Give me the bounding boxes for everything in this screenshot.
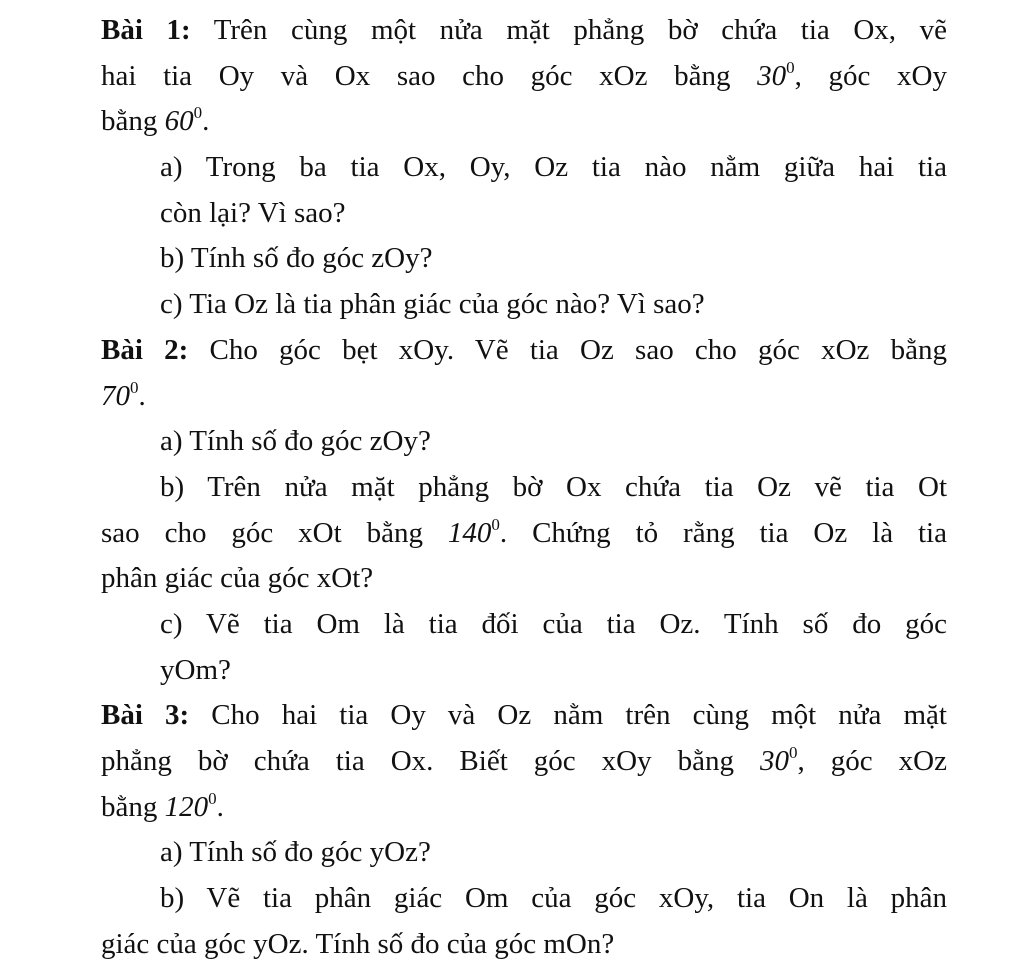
angle-value — [164, 788, 217, 823]
degree-sup: 0 — [789, 743, 798, 762]
problem-2-part-c-line-1: c) Vẽ tia Om là tia đối của tia Oz. Tính số đo góc — [160, 607, 947, 640]
angle-number: 120 — [164, 790, 209, 823]
problem-1-part-b: b) Tính số đo góc zOy? — [160, 242, 433, 275]
problem-1-text: , góc xOy — [794, 59, 947, 92]
problem-3-label: Bài 3: — [101, 699, 190, 732]
problem-2-text: Cho góc bẹt xOy. Vẽ tia Oz sao cho góc xOz bằng — [188, 333, 947, 366]
problem-2-text: sao cho góc xOt bằng — [101, 516, 448, 549]
problem-3-part-b-line-2: giác của góc yOz. Tính số đo của góc mOn? — [101, 927, 615, 960]
angle-value — [165, 105, 203, 137]
problem-2-part-b-line-3: phân giác của góc xOt? — [101, 562, 374, 595]
degree-sup: 0 — [208, 788, 217, 808]
problem-2-part-a: a) Tính số đo góc zOy? — [160, 425, 431, 458]
document — [101, 8, 947, 967]
degree-sup: 0 — [193, 103, 203, 123]
problem-1-line-2 — [101, 54, 947, 100]
problem-3-text: phẳng bờ chứa tia Ox. Biết góc xOy bằng — [101, 745, 761, 777]
angle-value — [757, 57, 795, 92]
angle-number: 70 — [101, 379, 130, 412]
problem-1-text: hai tia Oy và Ox sao cho góc xOz bằng — [101, 59, 758, 92]
problem-1-text: bằng — [101, 105, 165, 138]
problem-3-line-1 — [101, 693, 947, 739]
angle-number: 30 — [757, 59, 787, 92]
problem-2-label: Bài 2: — [101, 333, 189, 366]
problem-1-label: Bài 1: — [101, 14, 191, 46]
problem-3-part-a: a) Tính số đo góc yOz? — [160, 836, 431, 869]
angle-value — [760, 745, 798, 777]
problem-2-text: . Chứng tỏ rằng tia Oz là tia — [499, 516, 947, 549]
problem-3-text: , góc xOz — [797, 745, 947, 777]
problem-3-line-3 — [101, 785, 947, 831]
problem-1-part-c: c) Tia Oz là tia phân giác của góc nào? Vì sao? — [160, 288, 705, 321]
problem-2-part-c-line-2: yOm? — [160, 653, 231, 686]
angle-value — [101, 377, 139, 412]
problem-3-text: bằng — [101, 790, 165, 823]
problem-2-text: . — [138, 379, 146, 412]
problem-3-text: Cho hai tia Oy và Oz nằm trên cùng một nửa mặt — [189, 699, 947, 732]
angle-number: 30 — [760, 745, 790, 777]
problem-2-part-b-line-1: b) Trên nửa mặt phẳng bờ Ox chứa tia Oz vẽ tia Ot — [160, 470, 947, 503]
problem-1-line-1 — [101, 8, 947, 54]
angle-number: 140 — [447, 516, 492, 549]
problem-1-part-a-line-1: a) Trong ba tia Ox, Oy, Oz tia nào nằm giữa hai tia — [160, 151, 947, 184]
degree-sup: 0 — [786, 57, 795, 77]
problem-1-part-a-line-2: còn lại? Vì sao? — [160, 196, 346, 229]
problem-3-text: . — [216, 790, 224, 823]
degree-sup: 0 — [130, 377, 139, 397]
angle-number: 60 — [164, 105, 194, 138]
problem-2-part-b-line-2 — [101, 511, 947, 557]
problem-2-line-2 — [101, 374, 947, 420]
degree-sup: 0 — [491, 514, 500, 534]
angle-value — [447, 514, 500, 549]
problem-3-line-2 — [101, 739, 947, 785]
problem-1-line-3 — [101, 99, 947, 145]
problem-1-text: . — [202, 105, 210, 138]
problem-2-line-1 — [101, 328, 947, 374]
problem-3-part-b-line-1: b) Vẽ tia phân giác Om của góc xOy, tia On là phân — [160, 882, 947, 915]
problem-1-text: Trên cùng một nửa mặt phẳng bờ chứa tia Ox, vẽ — [190, 14, 947, 46]
